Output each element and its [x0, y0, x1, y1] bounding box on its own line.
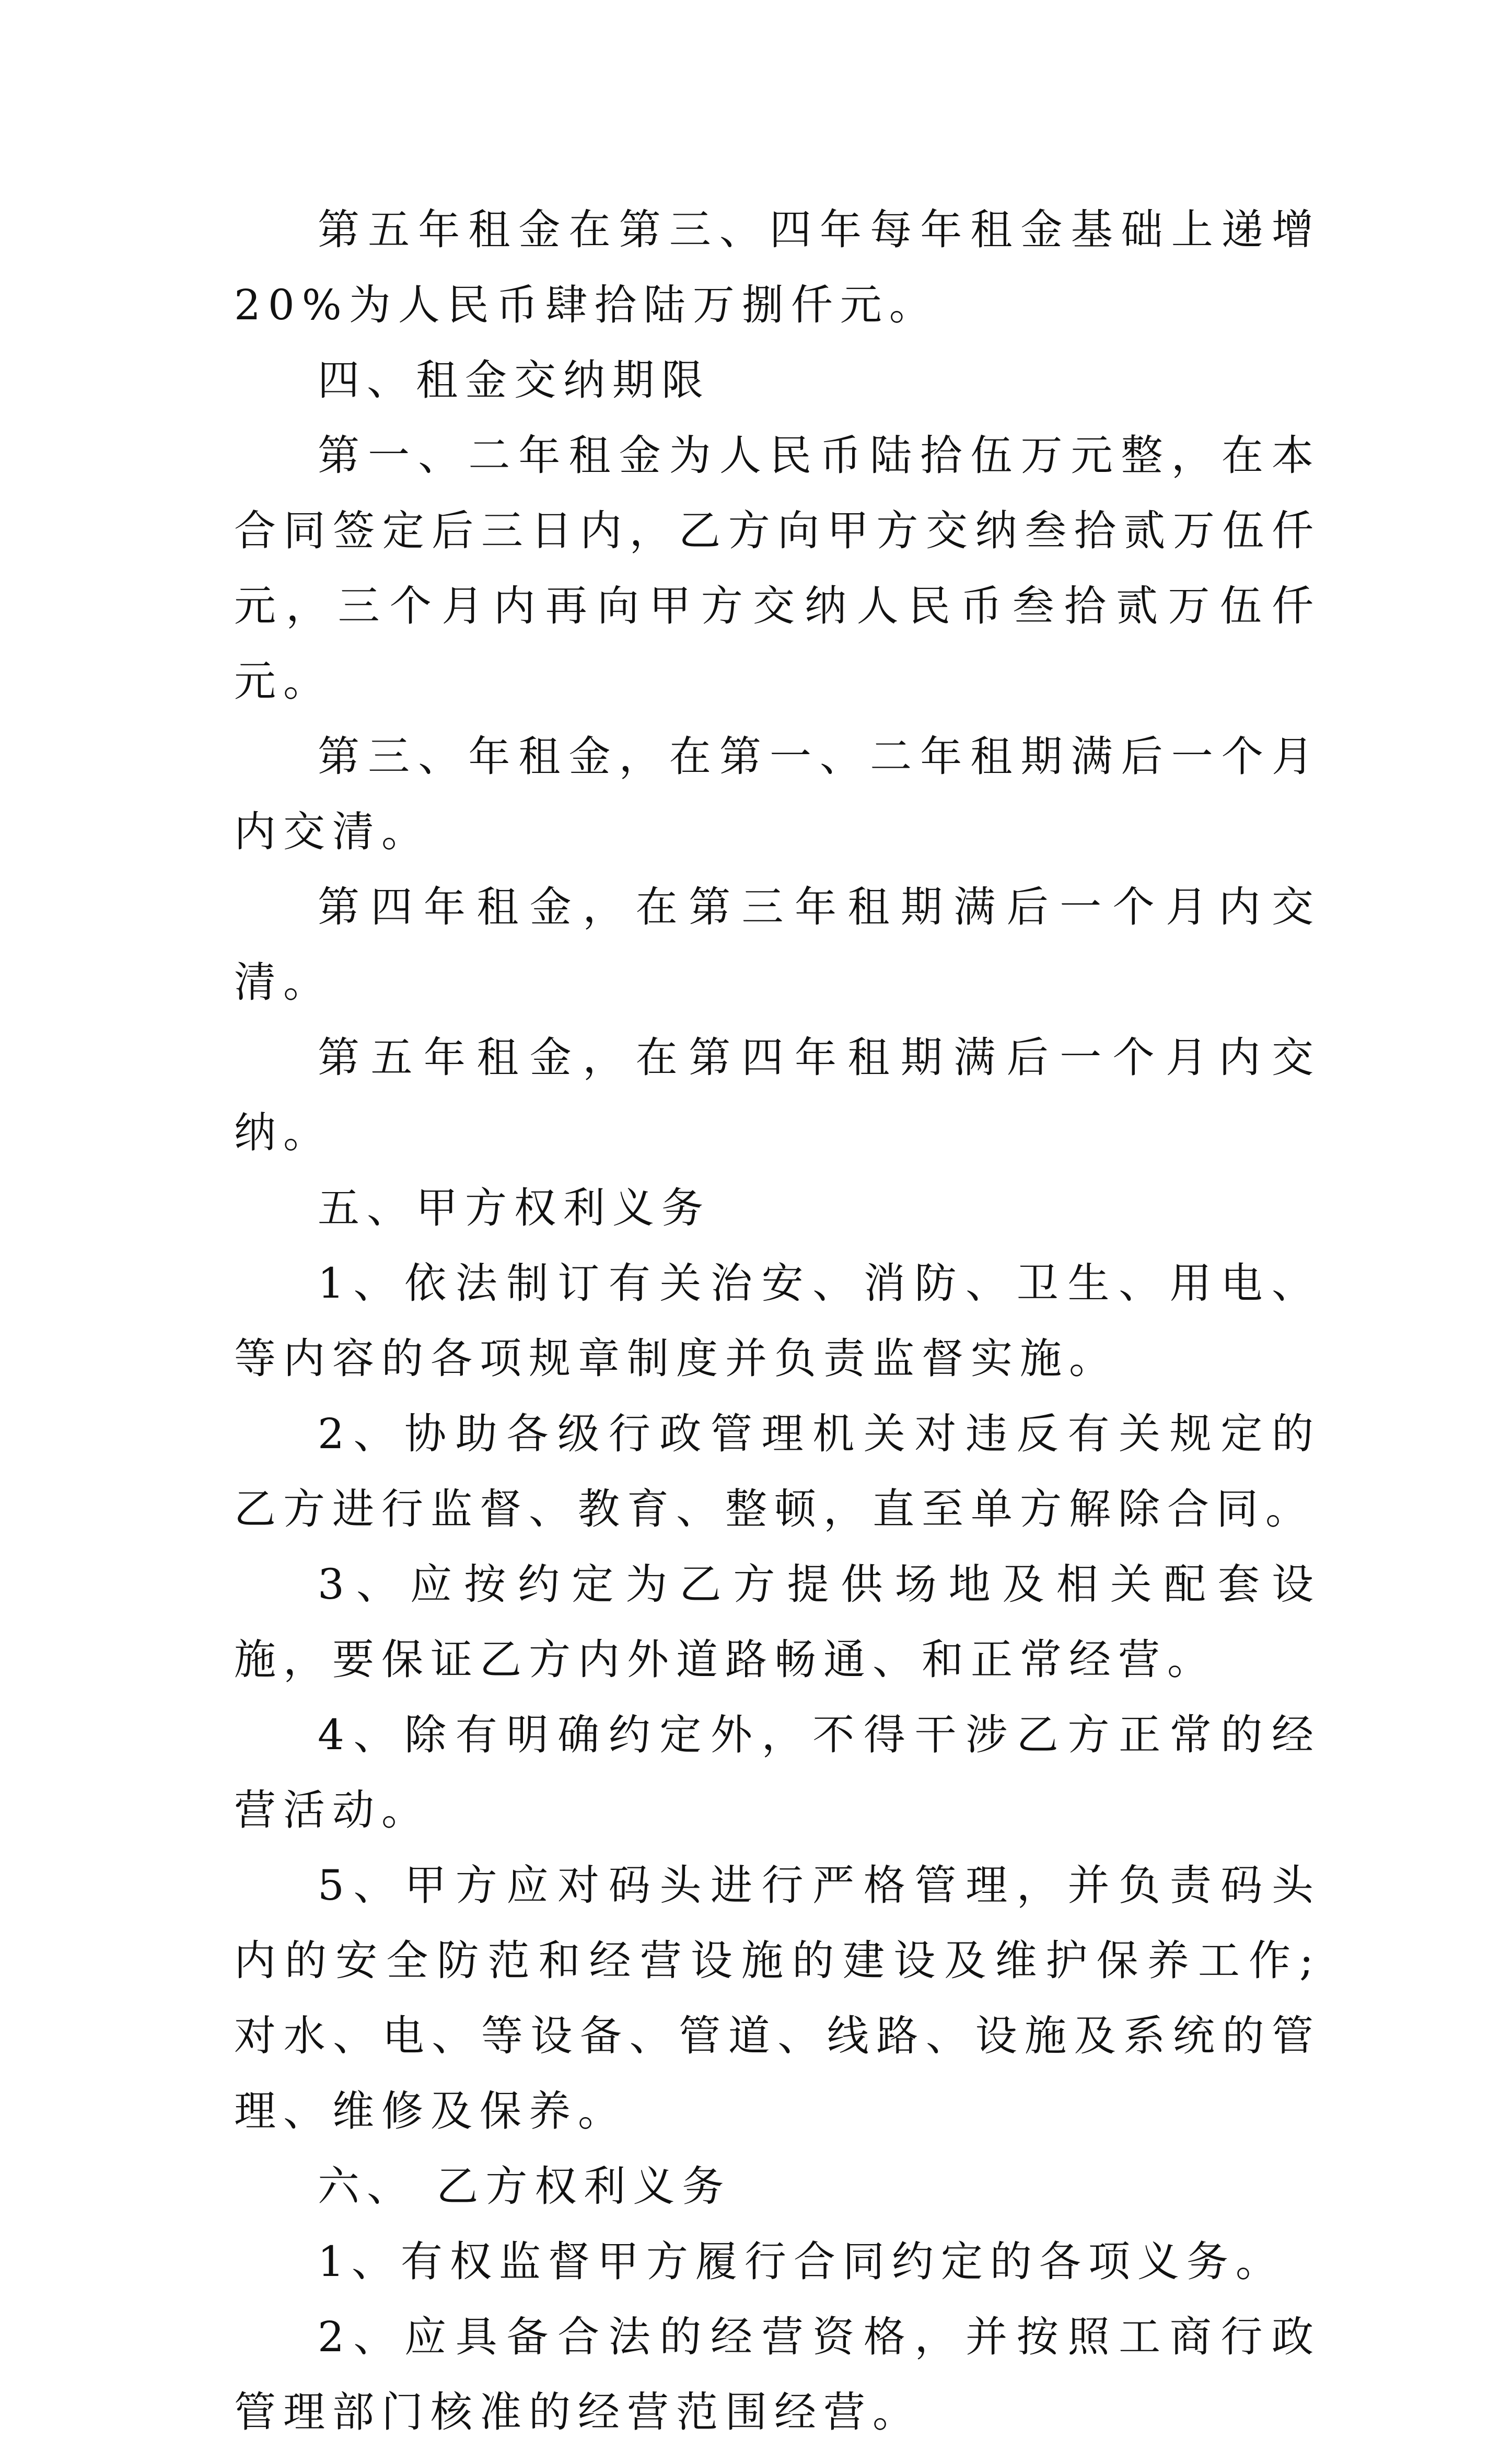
document-body [234, 192, 1321, 2450]
paragraph-rent-year-five: 第五年租金在第三、四年每年租金基础上递增20%为人民币肆拾陆万捌仟元。 [234, 205, 1321, 329]
clause-party-a-4: 4、除有明确约定外，不得干涉乙方正常的经营活动。 [234, 1711, 1321, 1834]
clause-party-a-2: 2、协助各级行政管理机关对违反有关规定的乙方进行监督、教育、整顿，直至单方解除合同。 [234, 1409, 1321, 1533]
paragraph-rent-year-four: 第四年租金，在第三年租期满后一个月内交清。 [234, 883, 1321, 1007]
paragraph-rent-year-three: 第三、年租金，在第一、二年租期满后一个月内交清。 [234, 732, 1321, 856]
clause-party-a-1: 1、依法制订有关治安、消防、卫生、用电、等内容的各项规章制度并负责监督实施。 [234, 1259, 1321, 1383]
paragraph-rent-years-one-two: 第一、二年租金为人民币陆拾伍万元整，在本合同签定后三日内，乙方向甲方交纳叁拾贰万伍仟元，三个月内再向甲方交纳人民币叁拾贰万伍仟元。 [234, 431, 1321, 706]
heading-rent-payment-deadline: 四、租金交纳期限 [318, 356, 711, 405]
clause-party-a-3: 3、应按约定为乙方提供场地及相关配套设施，要保证乙方内外道路畅通、和正常经营。 [234, 1560, 1321, 1684]
heading-party-a-rights: 五、甲方权利义务 [318, 1184, 711, 1232]
clause-party-b-1: 1、有权监督甲方履行合同约定的各项义务。 [318, 2237, 1285, 2286]
heading-party-b-rights: 六、 乙方权利义务 [318, 2162, 731, 2211]
clause-party-a-5: 5、甲方应对码头进行严格管理，并负责码头内的安全防范和经营设施的建设及维护保养工作;对水、电、等设备、管道、线路、设施及系统的管理、维修及保养。 [234, 1861, 1321, 2135]
clause-party-b-2: 2、应具备合法的经营资格，并按照工商行政管理部门核准的经营范围经营。 [234, 2313, 1321, 2436]
paragraph-rent-year-five-payment: 第五年租金，在第四年租期满后一个月内交纳。 [234, 1033, 1321, 1157]
